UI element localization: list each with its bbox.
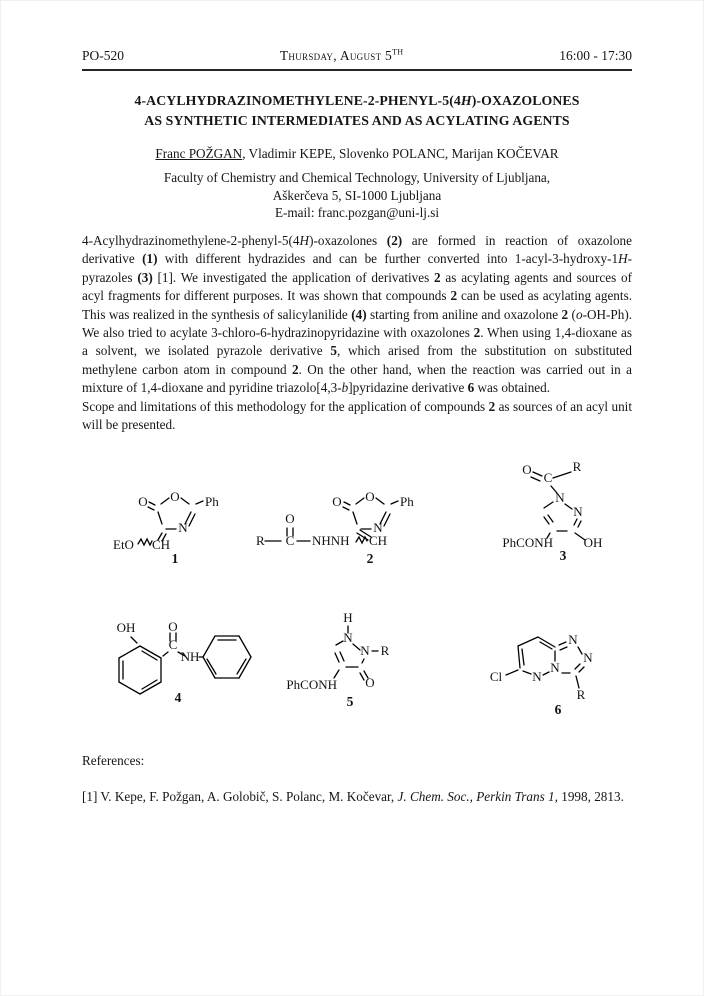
authors-line: Franc POŽGAN, Vladimir KEPE, Slovenko POLANC, Marijan KOČEVAR [155, 146, 559, 161]
affiliation-line2: Aškerčeva 5, SI-1000 Ljubljana [272, 187, 442, 203]
phenyl-label: Ph [400, 494, 414, 509]
structure-4-salicylanilide [95, 612, 310, 707]
date-ordinal-suffix: TH [392, 47, 404, 57]
amide-nh-label: NH [180, 649, 200, 664]
structure-1-ethoxymethylene-oxazolone [105, 483, 235, 568]
compound-number-5: 5 [346, 694, 354, 709]
carbonyl-c-label: C [285, 533, 295, 548]
atom-label-n1: N [555, 490, 565, 505]
compound-number-3: 3 [559, 548, 567, 563]
structure-3-acyl-hydroxypyrazole [490, 460, 640, 565]
compound-number-1: 1 [171, 551, 179, 566]
session-date: Thursday, August 5TH [279, 47, 404, 63]
email-line: E-mail: franc.pozgan@uni-lj.si [274, 205, 440, 220]
atom-label-triazole-n1: N [568, 632, 578, 647]
paper-title [82, 91, 632, 131]
atom-label-bridgehead-n: N [550, 660, 560, 675]
r-group-label: R [572, 459, 582, 474]
session-time: 16:00 - 17:30 [559, 48, 632, 63]
hydroxy-label: OH [116, 620, 136, 635]
nh-h-label: H [343, 610, 353, 625]
references-heading: References: [82, 753, 145, 768]
atom-label-triazole-n2: N [583, 650, 593, 665]
wavy-bond [138, 539, 152, 545]
atom-label-ring-o: O [170, 489, 180, 504]
carbonyl-o-label: O [365, 675, 375, 690]
atom-label-n: N [178, 520, 188, 535]
affiliation-line1: Faculty of Chemistry and Chemical Technology, University of Ljubljana, [163, 170, 551, 185]
atom-label-n1: N [343, 630, 353, 645]
affiliation-block [82, 169, 632, 222]
r-group-label: R [380, 643, 390, 658]
paper-title-line2: AS SYNTHETIC INTERMEDIATES AND AS ACYLATING AGENTS [144, 113, 570, 128]
methine-label: CH [152, 537, 171, 552]
chloro-label: Cl [489, 669, 503, 684]
acyl-o-label: O [522, 462, 532, 477]
atom-label-ring-o: O [365, 489, 375, 504]
abstract-text: 4-Acylhydrazinomethylene-2-phenyl-5(4H)-oxazolones (2) are formed in reaction of oxazolone derivative (1) with different hydrazides and can be further converted into 1-acyl-3-hydroxy-1H-pyrazoles (3) [1]. We investigated the application of derivatives 2 as acylating agents and sources of acyl fragments for different purposes. It was shown that compounds 2 can be used as acylating agents. This was realized in the synthesis of salicylanilide (4) starting from aniline and oxazolone 2 (o-OH-Ph). We also tried to acylate 3-chloro-6-hydrazinopyridazine with oxazolones 2. When using 1,4-dioxane as a solvent, we isolated pyrazole derivative 5, which arised from the substitution on substituted methylene carbon atom in compound 2. On the other hand, when the reaction was carried out in a mixture of 1,4-dioxane and pyridine triazolo[4,3-b]pyridazine derivative 6 was obtained. Scope and limitations of this methodology for the application of compounds 2 as sources of an acyl unit will be presented. [82, 233, 636, 433]
hydrazide-label: NHNH [312, 533, 350, 548]
amide-o-label: O [285, 511, 295, 526]
structure-5-pyrazolone [288, 600, 478, 715]
methine-label: CH [369, 533, 388, 548]
acyl-c-label: C [543, 470, 553, 485]
atom-label-carbonyl-o: O [332, 494, 342, 509]
structure-2-acylhydrazinomethylene-oxazolone [253, 483, 423, 568]
atom-label-n2: N [360, 643, 370, 658]
compound-number-4: 4 [174, 690, 182, 705]
compound-number-2: 2 [366, 551, 374, 566]
atom-label-ring-n1: N [532, 669, 542, 684]
phenyl-label: Ph [205, 494, 219, 509]
atom-label-n: N [373, 520, 383, 535]
benzamido-label: PhCONH [502, 535, 553, 550]
session-code: PO-520 [82, 48, 125, 63]
structure-6-triazolopyridazine [478, 602, 638, 717]
carbonyl-c-label: C [168, 637, 178, 652]
hydroxy-label: OH [583, 535, 603, 550]
r-group-label: R [256, 533, 265, 548]
atom-label-n2: N [573, 504, 583, 519]
r-group-label: R [576, 687, 586, 702]
paper-title-line1: 4-ACYLHYDRAZINOMETHYLENE-2-PHENYL-5(4H)-OXAZOLONES [134, 93, 580, 108]
reference-entry: [1] V. Kepe, F. Požgan, A. Golobič, S. Polanc, M. Kočevar, J. Chem. Soc., Perkin Trans 1, 1998, 2813. [82, 789, 624, 804]
ethoxy-label: EtO [113, 537, 134, 552]
page-header [82, 48, 632, 71]
carbonyl-o-label: O [168, 619, 178, 634]
benzamido-label: PhCONH [286, 677, 337, 692]
compound-number-6: 6 [554, 702, 562, 717]
atom-label-carbonyl-o: O [138, 494, 148, 509]
